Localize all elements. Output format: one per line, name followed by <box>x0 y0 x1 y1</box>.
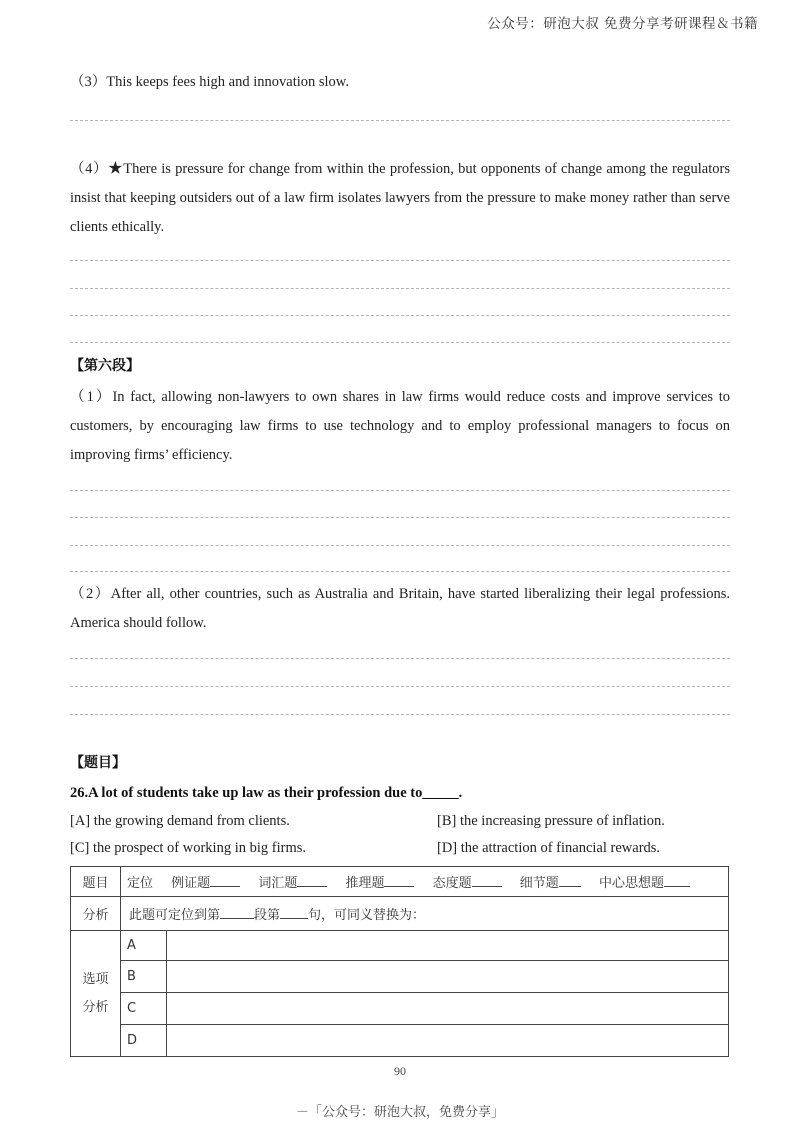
option-row-a <box>71 931 729 961</box>
section-6-title: 【第六段】 <box>70 358 140 374</box>
question-section-title: 【题目】 <box>70 755 126 771</box>
option-row-c <box>71 993 729 1025</box>
option-row-b <box>71 961 729 993</box>
option-letter: C <box>121 993 167 1025</box>
answer-line <box>70 260 730 261</box>
answer-line <box>70 714 730 715</box>
answer-line <box>70 686 730 687</box>
question-type-option[interactable]: 推理题 <box>345 872 414 891</box>
sentence-5-4: （4）★There is pressure for change from within the profession, but opponents of change among the regulators insist that keeping outsiders out of a law firm isolates lawyers from the pressure to make money rather than serve clients ethically. <box>70 161 730 235</box>
sentence-6-1: （1）In fact, allowing non-lawyers to own shares in law firms would reduce costs and improve services to customers, by encouraging law firms to use technology and to employ professional managers to focus on improving firms’ efficiency. <box>70 389 730 463</box>
question-type-option[interactable]: 例证题 <box>171 872 240 891</box>
answer-line <box>70 658 730 659</box>
question-type-option[interactable]: 词汇题 <box>258 872 327 891</box>
option-b: [B] the increasing pressure of inflation. <box>437 813 665 829</box>
footer-note: －「公众号：研泡大叔，免费分享」 <box>295 1105 504 1120</box>
question-type-option[interactable]: 态度题 <box>433 872 502 891</box>
answer-line <box>70 288 730 289</box>
option-letter: A <box>121 931 167 961</box>
row-label-analysis: 分析 <box>71 897 121 931</box>
option-analysis-input[interactable] <box>167 931 729 961</box>
option-analysis-input[interactable] <box>167 993 729 1025</box>
paragraph-blank[interactable] <box>220 918 254 919</box>
question-type-row <box>71 867 729 897</box>
answer-line <box>70 517 730 518</box>
answer-line <box>70 545 730 546</box>
answer-line <box>70 120 730 121</box>
sentence-6-2: （2）After all, other countries, such as Australia and Britain, have started liberalizing their legal professions. America should follow. <box>70 586 730 631</box>
sentence-5-3: （3）This keeps fees high and innovation slow. <box>70 74 349 90</box>
option-letter: D <box>121 1025 167 1057</box>
question-type-option[interactable]: 中心思想题 <box>599 872 690 891</box>
options-analysis-label: 选项 分析 <box>71 931 121 1057</box>
answer-line <box>70 571 730 572</box>
locate-row <box>71 897 729 931</box>
option-letter: B <box>121 961 167 993</box>
locate-cell: 此题可定位到第 段第 句，可同义替换为： <box>121 897 729 931</box>
option-a: [A] the growing demand from clients. <box>70 813 290 829</box>
answer-line <box>70 342 730 343</box>
option-d: [D] the attraction of financial rewards. <box>437 840 661 856</box>
question-stem: 26.A lot of students take up law as their profession due to_____. <box>70 785 463 801</box>
option-analysis-input[interactable] <box>167 961 729 993</box>
option-analysis-input[interactable] <box>167 1025 729 1057</box>
row-label-question: 题目 <box>71 867 121 897</box>
analysis-table <box>70 866 729 1057</box>
answer-line <box>70 490 730 491</box>
option-row-d <box>71 1025 729 1057</box>
header-note: 公众号：研泡大叔 免费分享考研课程＆书籍 <box>487 16 758 32</box>
option-c: [C] the prospect of working in big firms. <box>70 840 306 856</box>
answer-line <box>70 315 730 316</box>
positioning-label: 定位 <box>127 876 154 891</box>
page-number: 90 <box>394 1064 406 1078</box>
question-type-option[interactable]: 细节题 <box>520 872 581 891</box>
question-type-cell <box>121 867 729 897</box>
sentence-blank[interactable] <box>280 918 308 919</box>
